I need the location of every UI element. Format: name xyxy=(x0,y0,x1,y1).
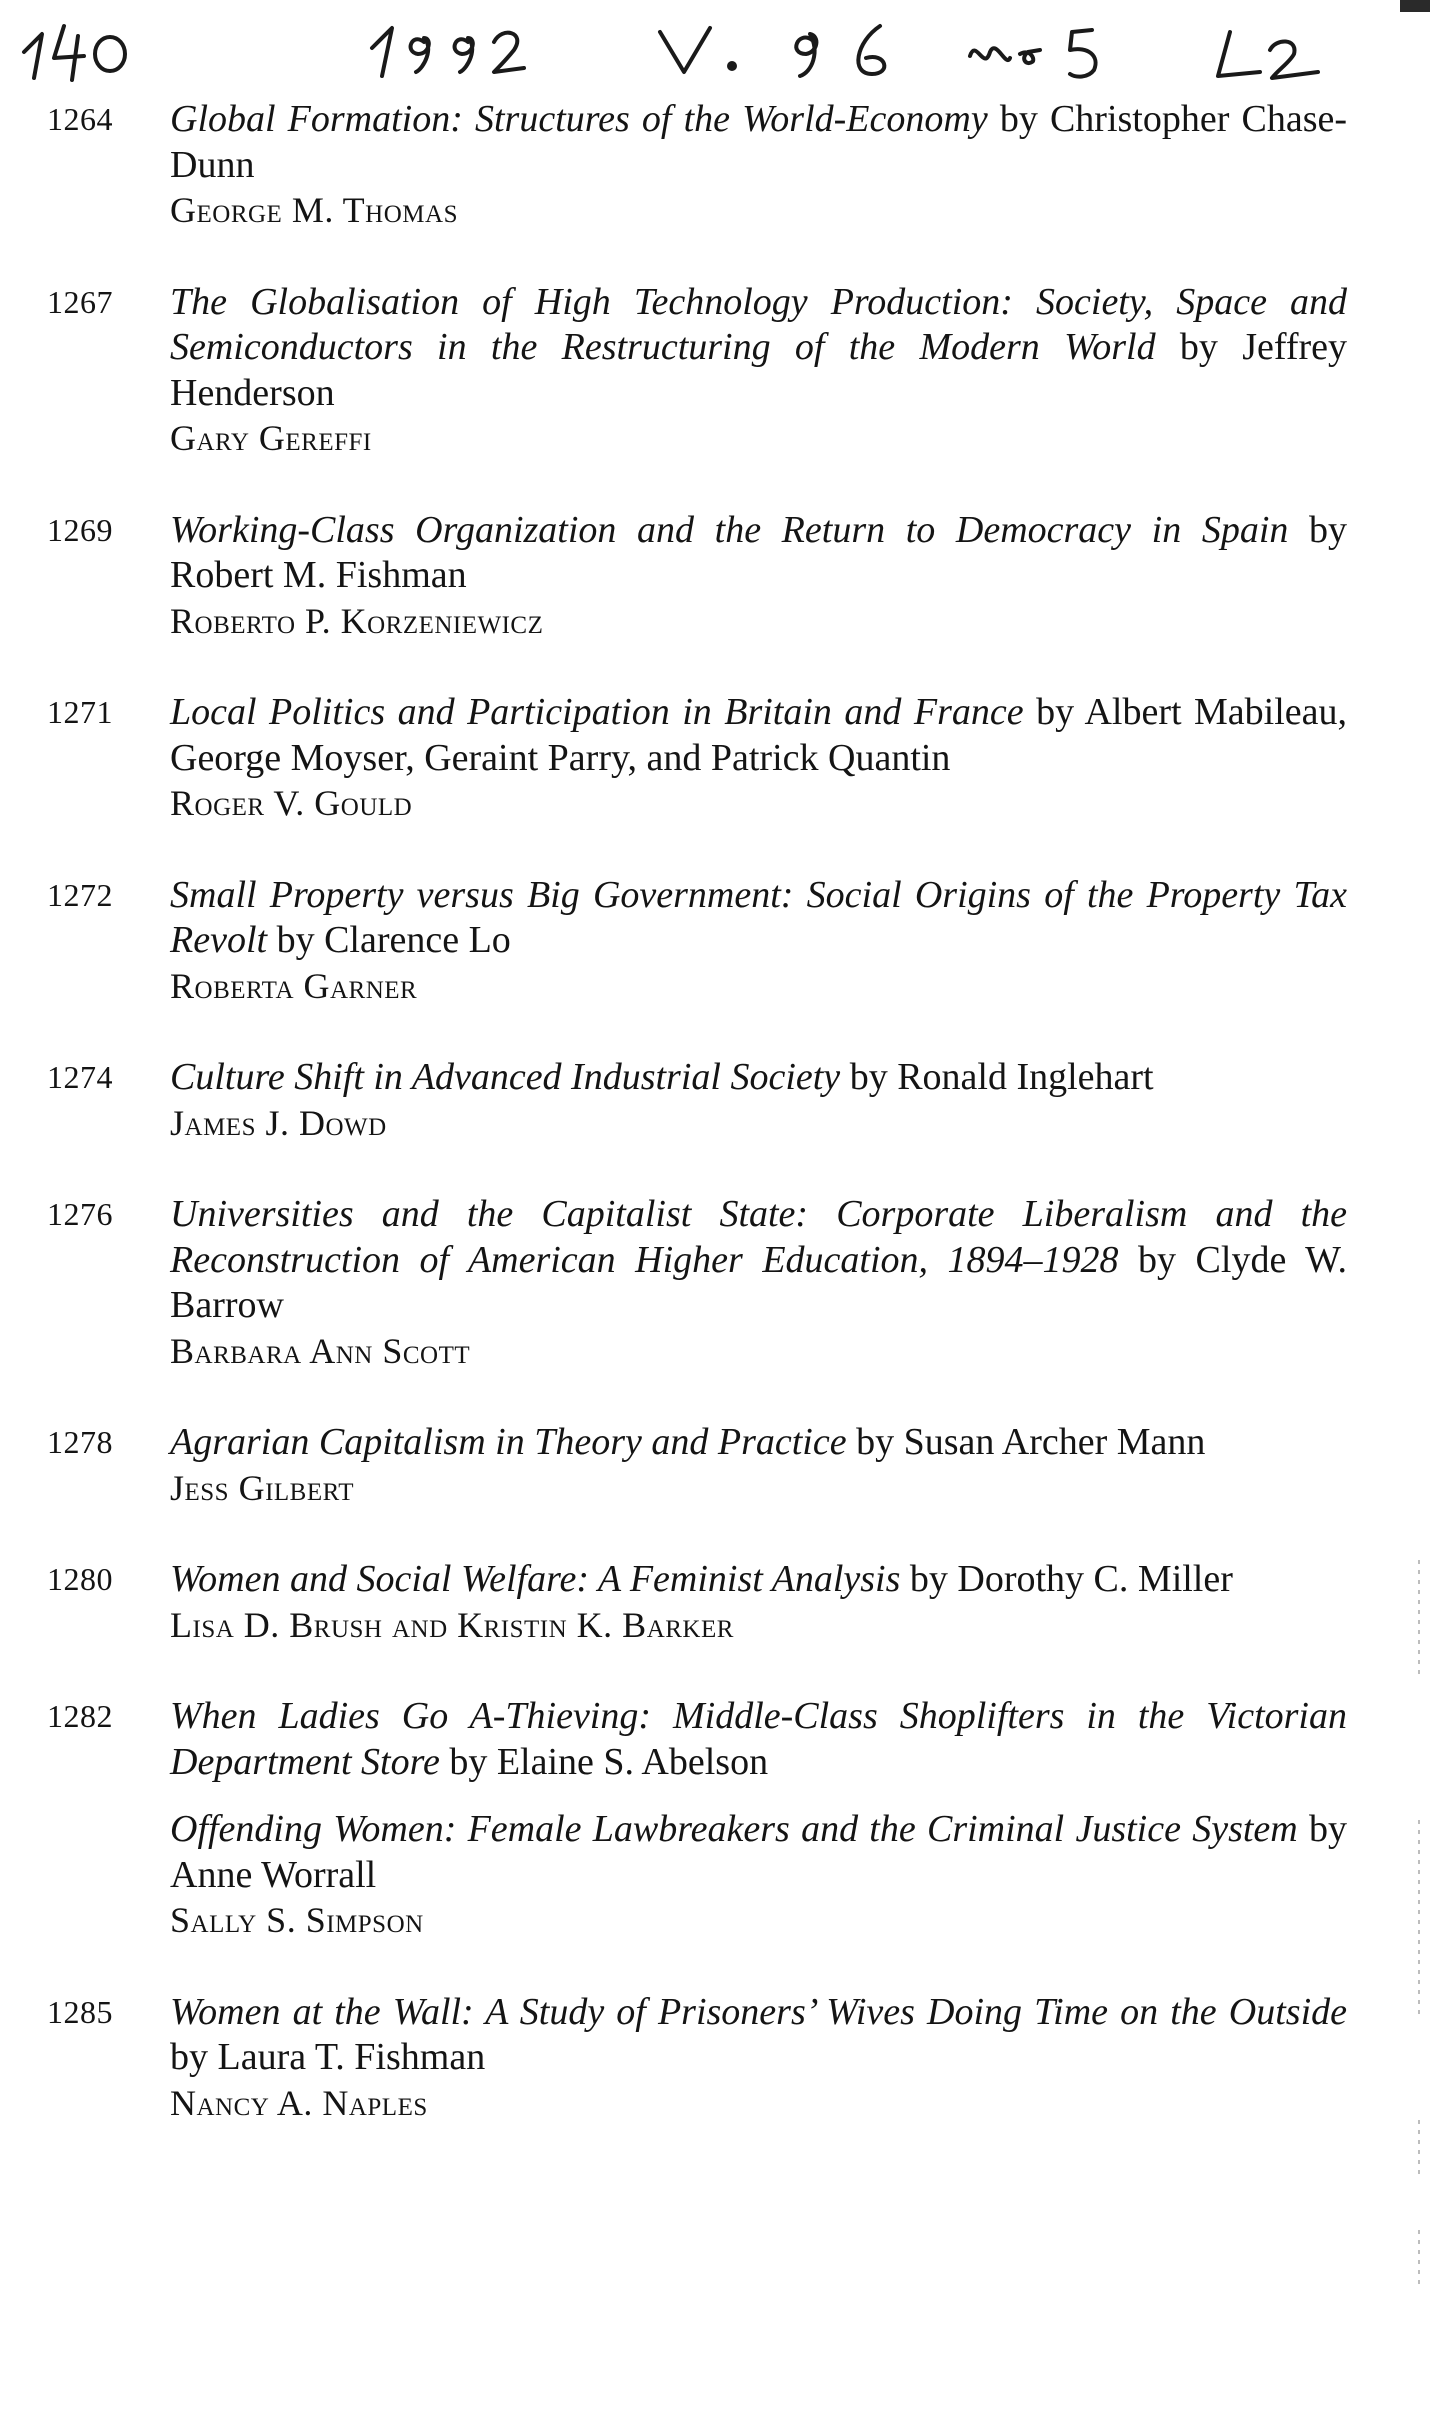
page-number: 1269 xyxy=(47,511,113,548)
page-number: 1280 xyxy=(47,1561,113,1597)
book-title: Local Politics and Participation in Britain and France xyxy=(170,691,1024,733)
reviewer-name: Barbara Ann Scott xyxy=(170,1330,471,1371)
review-entry xyxy=(47,1420,1347,1511)
reviewer-name: Roberta Garner xyxy=(170,965,418,1006)
review-entry xyxy=(47,690,1347,827)
book-title: Women at the Wall: A Study of Prisoners’ Wives Doing Time on the Outside xyxy=(170,1990,1347,2033)
book-title: Offending Women: Female Lawbreakers and the Criminal Justice System xyxy=(170,1808,1298,1850)
book-title: Working-Class Organization and the Return to Democracy in Spain xyxy=(170,508,1289,551)
book-author: by Ronald Inglehart xyxy=(849,1056,1154,1098)
reviewer-name: Nancy A. Naples xyxy=(170,2082,428,2123)
page-number: 1267 xyxy=(47,283,113,320)
page-number: 1274 xyxy=(47,1059,113,1095)
entry-body xyxy=(170,1694,1347,1785)
review-entry xyxy=(47,1055,1347,1146)
page-number: 1278 xyxy=(47,1424,113,1460)
scan-mark xyxy=(1418,1820,1420,2020)
review-entry xyxy=(47,1990,1347,2127)
page-number: 1282 xyxy=(47,1698,113,1734)
review-entry xyxy=(47,280,1347,462)
scan-mark xyxy=(1418,2230,1420,2290)
scan-mark xyxy=(1418,1560,1420,1680)
entry-body xyxy=(170,1420,1347,1511)
review-entry xyxy=(47,873,1347,1010)
book-author: by Elaine S. Abelson xyxy=(449,1740,769,1783)
review-entry xyxy=(47,97,1347,234)
book-author: by Clarence Lo xyxy=(276,919,511,961)
book-title: When Ladies Go A-Thieving: Middle-Class Shoplifters in the Victorian Department Store xyxy=(170,1695,1347,1783)
entry-body xyxy=(170,280,1347,462)
page-number: 1271 xyxy=(47,694,113,730)
reviewer-name: Gary Gereffi xyxy=(170,418,372,458)
entry-body xyxy=(170,97,1347,234)
reviewer-name: James J. Dowd xyxy=(170,1102,387,1143)
book-title: Culture Shift in Advanced Industrial Society xyxy=(170,1056,841,1098)
book-title: The Globalisation of High Technology Production: Society, Space and Semiconductors in the Restructuring of the Modern World xyxy=(170,280,1347,368)
page-number: 1276 xyxy=(47,1196,113,1232)
review-entry xyxy=(47,1557,1347,1648)
entry-body xyxy=(170,508,1347,645)
reviewer-name: Lisa D. Brush and Kristin K. Barker xyxy=(170,1604,734,1645)
reviewer-name: Roger V. Gould xyxy=(170,783,413,823)
book-author: by Robert M. Fishman xyxy=(170,508,1348,596)
review-entry xyxy=(47,1694,1347,1944)
entry-body xyxy=(170,1990,1347,2127)
page-number: 1272 xyxy=(47,876,113,913)
entry-body xyxy=(170,690,1347,827)
book-author: by Dorothy C. Miller xyxy=(909,1558,1233,1600)
page-number: 1285 xyxy=(47,1993,113,2030)
entry-body xyxy=(170,1192,1347,1374)
book-author: by Jeffrey Henderson xyxy=(170,326,1348,414)
handwritten-note xyxy=(20,8,1400,86)
book-author: by Christopher Chase-Dunn xyxy=(170,98,1348,186)
review-entry xyxy=(47,1192,1347,1374)
reviewer-name: George M. Thomas xyxy=(170,190,458,230)
entry-body xyxy=(170,1557,1347,1648)
book-title: Global Formation: Structures of the World-Economy xyxy=(170,98,988,140)
reviewer-name: Jess Gilbert xyxy=(170,1467,355,1508)
book-author: by Susan Archer Mann xyxy=(856,1421,1206,1463)
reviewer-name: Roberto P. Korzeniewicz xyxy=(170,600,544,641)
book-author: by Albert Mabileau, George Moyser, Geraint Parry, and Patrick Quantin xyxy=(170,691,1348,779)
entry-body xyxy=(170,1055,1347,1146)
entry-second-book xyxy=(170,1807,1347,1944)
scan-mark xyxy=(1418,2120,1420,2180)
page-number: 1264 xyxy=(47,101,113,137)
review-list xyxy=(47,97,1347,2172)
book-author: by Laura T. Fishman xyxy=(170,2036,486,2078)
book-title: Agrarian Capitalism in Theory and Practice xyxy=(170,1421,847,1463)
book-author: by Clyde W. Barrow xyxy=(170,1238,1348,1326)
book-title: Universities and the Capitalist State: Corporate Liberalism and the Reconstruction of American Higher Education, 1894–1928 xyxy=(170,1193,1347,1281)
entry-body xyxy=(170,873,1347,1010)
reviewer-name: Sally S. Simpson xyxy=(170,1900,424,1940)
book-title: Small Property versus Big Government: Social Origins of the Property Tax Revolt xyxy=(170,873,1347,961)
scan-mark xyxy=(1400,0,1430,12)
book-author: by Anne Worrall xyxy=(170,1808,1347,1896)
review-entry xyxy=(47,508,1347,645)
book-title: Women and Social Welfare: A Feminist Analysis xyxy=(170,1558,901,1600)
